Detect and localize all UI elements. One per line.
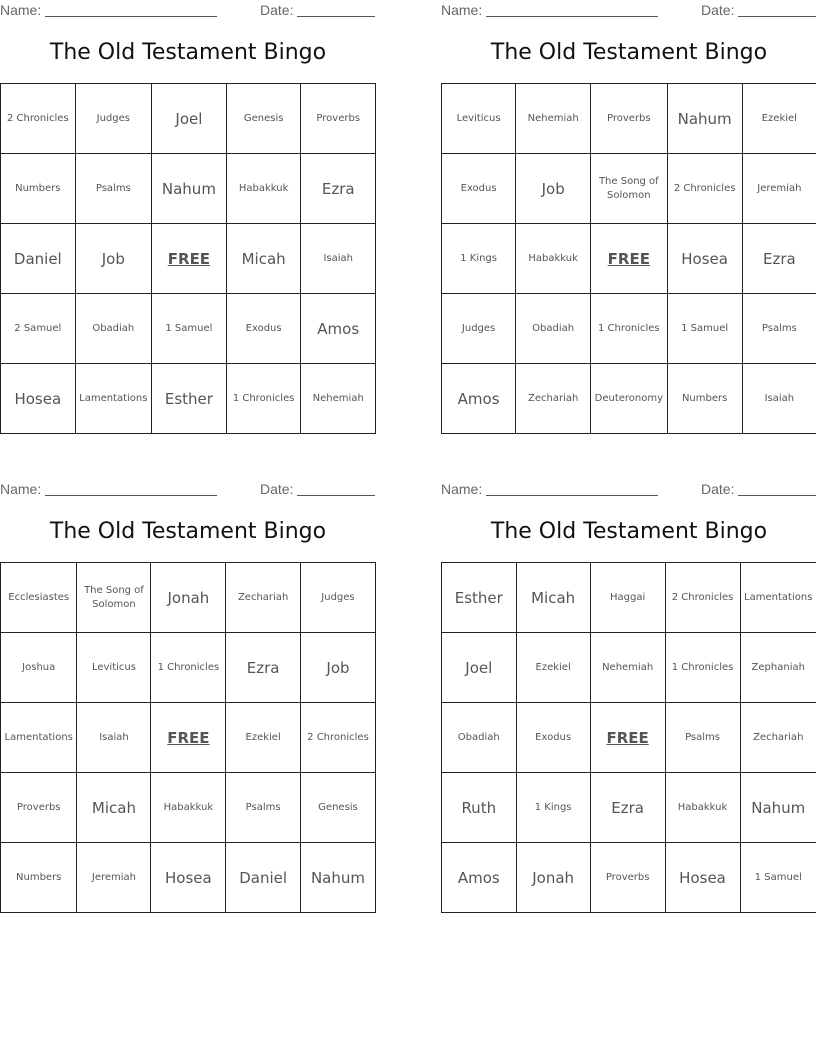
bingo-cell: Proverbs bbox=[591, 84, 667, 154]
bingo-cell: Nehemiah bbox=[301, 364, 376, 434]
bingo-card bbox=[0, 479, 376, 919]
bingo-cell: Ezra bbox=[590, 773, 665, 843]
date-blank-line bbox=[738, 16, 816, 17]
date-blank-line bbox=[297, 495, 375, 496]
bingo-cell: Job bbox=[300, 633, 375, 703]
bingo-cell: Nehemiah bbox=[590, 633, 665, 703]
bingo-row bbox=[1, 224, 376, 294]
bingo-cell: 1 Chronicles bbox=[226, 364, 301, 434]
bingo-cell: Isaiah bbox=[77, 703, 151, 773]
bingo-cell: 2 Samuel bbox=[1, 294, 76, 364]
bingo-cell: Micah bbox=[516, 563, 590, 633]
bingo-cell: Daniel bbox=[1, 224, 76, 294]
bingo-cell: Micah bbox=[226, 224, 301, 294]
bingo-cell: Proverbs bbox=[590, 843, 665, 913]
name-blank-line bbox=[45, 16, 217, 17]
bingo-cell: Exodus bbox=[442, 154, 516, 224]
free-space-cell: FREE bbox=[152, 224, 227, 294]
bingo-cell: Habakkuk bbox=[151, 773, 226, 843]
bingo-cell: Obadiah bbox=[442, 703, 517, 773]
bingo-cell: Joshua bbox=[1, 633, 77, 703]
bingo-cell: 1 Chronicles bbox=[591, 294, 667, 364]
bingo-cell: Amos bbox=[442, 843, 517, 913]
card-header bbox=[0, 481, 376, 499]
bingo-cell: 2 Chronicles bbox=[1, 84, 76, 154]
free-space-cell: FREE bbox=[151, 703, 226, 773]
bingo-cell: Micah bbox=[77, 773, 151, 843]
name-blank-line bbox=[486, 495, 658, 496]
bingo-grid bbox=[441, 562, 816, 913]
bingo-cell: Lamentations bbox=[740, 563, 816, 633]
bingo-grid bbox=[441, 83, 816, 434]
bingo-cell: Judges bbox=[442, 294, 516, 364]
bingo-row bbox=[1, 633, 376, 703]
bingo-cell: Obadiah bbox=[75, 294, 151, 364]
bingo-row bbox=[442, 773, 816, 843]
bingo-cell: Job bbox=[516, 154, 591, 224]
bingo-card bbox=[441, 0, 816, 440]
bingo-cell: Leviticus bbox=[77, 633, 151, 703]
date-label: Date: bbox=[701, 481, 735, 497]
bingo-cell: Habakkuk bbox=[226, 154, 301, 224]
name-label: Name: bbox=[441, 481, 483, 497]
bingo-row bbox=[1, 154, 376, 224]
bingo-row bbox=[442, 843, 816, 913]
bingo-cell: Habakkuk bbox=[665, 773, 740, 843]
bingo-cell: Proverbs bbox=[1, 773, 77, 843]
bingo-row bbox=[1, 843, 376, 913]
bingo-row bbox=[442, 633, 816, 703]
bingo-cell: Zechariah bbox=[740, 703, 816, 773]
bingo-cell: Zechariah bbox=[516, 364, 591, 434]
bingo-cell: Jeremiah bbox=[77, 843, 151, 913]
bingo-cell: Obadiah bbox=[516, 294, 591, 364]
card-title: The Old Testament Bingo bbox=[490, 519, 768, 544]
bingo-cell: 2 Chronicles bbox=[300, 703, 375, 773]
bingo-cell: Ezekiel bbox=[742, 84, 816, 154]
card-header bbox=[441, 481, 816, 499]
bingo-row bbox=[1, 703, 376, 773]
bingo-cell: 1 Kings bbox=[442, 224, 516, 294]
bingo-cell: Numbers bbox=[667, 364, 742, 434]
bingo-cell: Ecclesiastes bbox=[1, 563, 77, 633]
bingo-cell: Nahum bbox=[300, 843, 375, 913]
bingo-cell: Esther bbox=[442, 563, 517, 633]
bingo-cell: The Song of Solomon bbox=[591, 154, 667, 224]
bingo-row bbox=[442, 563, 816, 633]
bingo-cell: Judges bbox=[75, 84, 151, 154]
bingo-cell: Hosea bbox=[667, 224, 742, 294]
bingo-cell: Numbers bbox=[1, 154, 76, 224]
bingo-cell: Psalms bbox=[75, 154, 151, 224]
card-title: The Old Testament Bingo bbox=[49, 40, 327, 65]
card-title: The Old Testament Bingo bbox=[49, 519, 327, 544]
bingo-cell: Joel bbox=[442, 633, 517, 703]
bingo-row bbox=[1, 563, 376, 633]
bingo-cell: Amos bbox=[301, 294, 376, 364]
bingo-row bbox=[1, 84, 376, 154]
bingo-card bbox=[0, 0, 376, 440]
bingo-cell: Ezra bbox=[742, 224, 816, 294]
bingo-cell: Psalms bbox=[226, 773, 301, 843]
bingo-cell: Ezekiel bbox=[516, 633, 590, 703]
bingo-cell: Genesis bbox=[226, 84, 301, 154]
bingo-cell: 1 Kings bbox=[516, 773, 590, 843]
bingo-cell: The Song of Solomon bbox=[77, 563, 151, 633]
bingo-row bbox=[442, 84, 816, 154]
bingo-cell: Hosea bbox=[1, 364, 76, 434]
bingo-cell: Psalms bbox=[665, 703, 740, 773]
bingo-cell: 1 Samuel bbox=[740, 843, 816, 913]
bingo-cell: Deuteronomy bbox=[591, 364, 667, 434]
bingo-cell: 1 Chronicles bbox=[151, 633, 226, 703]
bingo-grid bbox=[0, 562, 376, 913]
bingo-cell: Exodus bbox=[226, 294, 301, 364]
bingo-row bbox=[1, 294, 376, 364]
name-label: Name: bbox=[441, 2, 483, 18]
bingo-cell: Numbers bbox=[1, 843, 77, 913]
bingo-cell: Nahum bbox=[740, 773, 816, 843]
bingo-row bbox=[442, 364, 816, 434]
bingo-row bbox=[442, 703, 816, 773]
bingo-cell: Joel bbox=[152, 84, 227, 154]
bingo-cell: Ezekiel bbox=[226, 703, 301, 773]
card-title: The Old Testament Bingo bbox=[490, 40, 768, 65]
bingo-cell: Judges bbox=[300, 563, 375, 633]
bingo-cell: 1 Chronicles bbox=[665, 633, 740, 703]
bingo-row bbox=[442, 154, 816, 224]
bingo-grid bbox=[0, 83, 376, 434]
bingo-row bbox=[442, 224, 816, 294]
bingo-cell: Nehemiah bbox=[516, 84, 591, 154]
bingo-cell: Ezra bbox=[301, 154, 376, 224]
bingo-cell: Proverbs bbox=[301, 84, 376, 154]
card-header bbox=[0, 2, 376, 20]
date-label: Date: bbox=[701, 2, 735, 18]
bingo-cell: 2 Chronicles bbox=[665, 563, 740, 633]
bingo-cell: 2 Chronicles bbox=[667, 154, 742, 224]
name-blank-line bbox=[45, 495, 217, 496]
free-space-cell: FREE bbox=[590, 703, 665, 773]
bingo-cell: Zechariah bbox=[226, 563, 301, 633]
name-label: Name: bbox=[0, 481, 42, 497]
bingo-card bbox=[441, 479, 816, 919]
bingo-cell: Lamentations bbox=[75, 364, 151, 434]
card-header bbox=[441, 2, 816, 20]
free-space-cell: FREE bbox=[591, 224, 667, 294]
date-label: Date: bbox=[260, 481, 294, 497]
bingo-row bbox=[1, 773, 376, 843]
bingo-cell: Zephaniah bbox=[740, 633, 816, 703]
bingo-cell: Hosea bbox=[151, 843, 226, 913]
bingo-cell: Esther bbox=[152, 364, 227, 434]
bingo-cell: 1 Samuel bbox=[667, 294, 742, 364]
bingo-cell: Habakkuk bbox=[516, 224, 591, 294]
bingo-cell: Ruth bbox=[442, 773, 517, 843]
name-blank-line bbox=[486, 16, 658, 17]
bingo-cell: Hosea bbox=[665, 843, 740, 913]
bingo-cell: Isaiah bbox=[301, 224, 376, 294]
bingo-cell: Nahum bbox=[667, 84, 742, 154]
bingo-cell: Job bbox=[75, 224, 151, 294]
bingo-cell: 1 Samuel bbox=[152, 294, 227, 364]
bingo-cell: Jonah bbox=[516, 843, 590, 913]
name-label: Name: bbox=[0, 2, 42, 18]
bingo-cell: Leviticus bbox=[442, 84, 516, 154]
bingo-cell: Psalms bbox=[742, 294, 816, 364]
date-blank-line bbox=[738, 495, 816, 496]
bingo-cell: Jeremiah bbox=[742, 154, 816, 224]
bingo-row bbox=[442, 294, 816, 364]
bingo-cell: Exodus bbox=[516, 703, 590, 773]
bingo-cell: Nahum bbox=[152, 154, 227, 224]
bingo-cell: Daniel bbox=[226, 843, 301, 913]
bingo-row bbox=[1, 364, 376, 434]
bingo-cell: Haggai bbox=[590, 563, 665, 633]
date-label: Date: bbox=[260, 2, 294, 18]
date-blank-line bbox=[297, 16, 375, 17]
bingo-cell: Genesis bbox=[300, 773, 375, 843]
bingo-cell: Isaiah bbox=[742, 364, 816, 434]
bingo-cell: Lamentations bbox=[1, 703, 77, 773]
bingo-cell: Ezra bbox=[226, 633, 301, 703]
bingo-cell: Jonah bbox=[151, 563, 226, 633]
bingo-cell: Amos bbox=[442, 364, 516, 434]
